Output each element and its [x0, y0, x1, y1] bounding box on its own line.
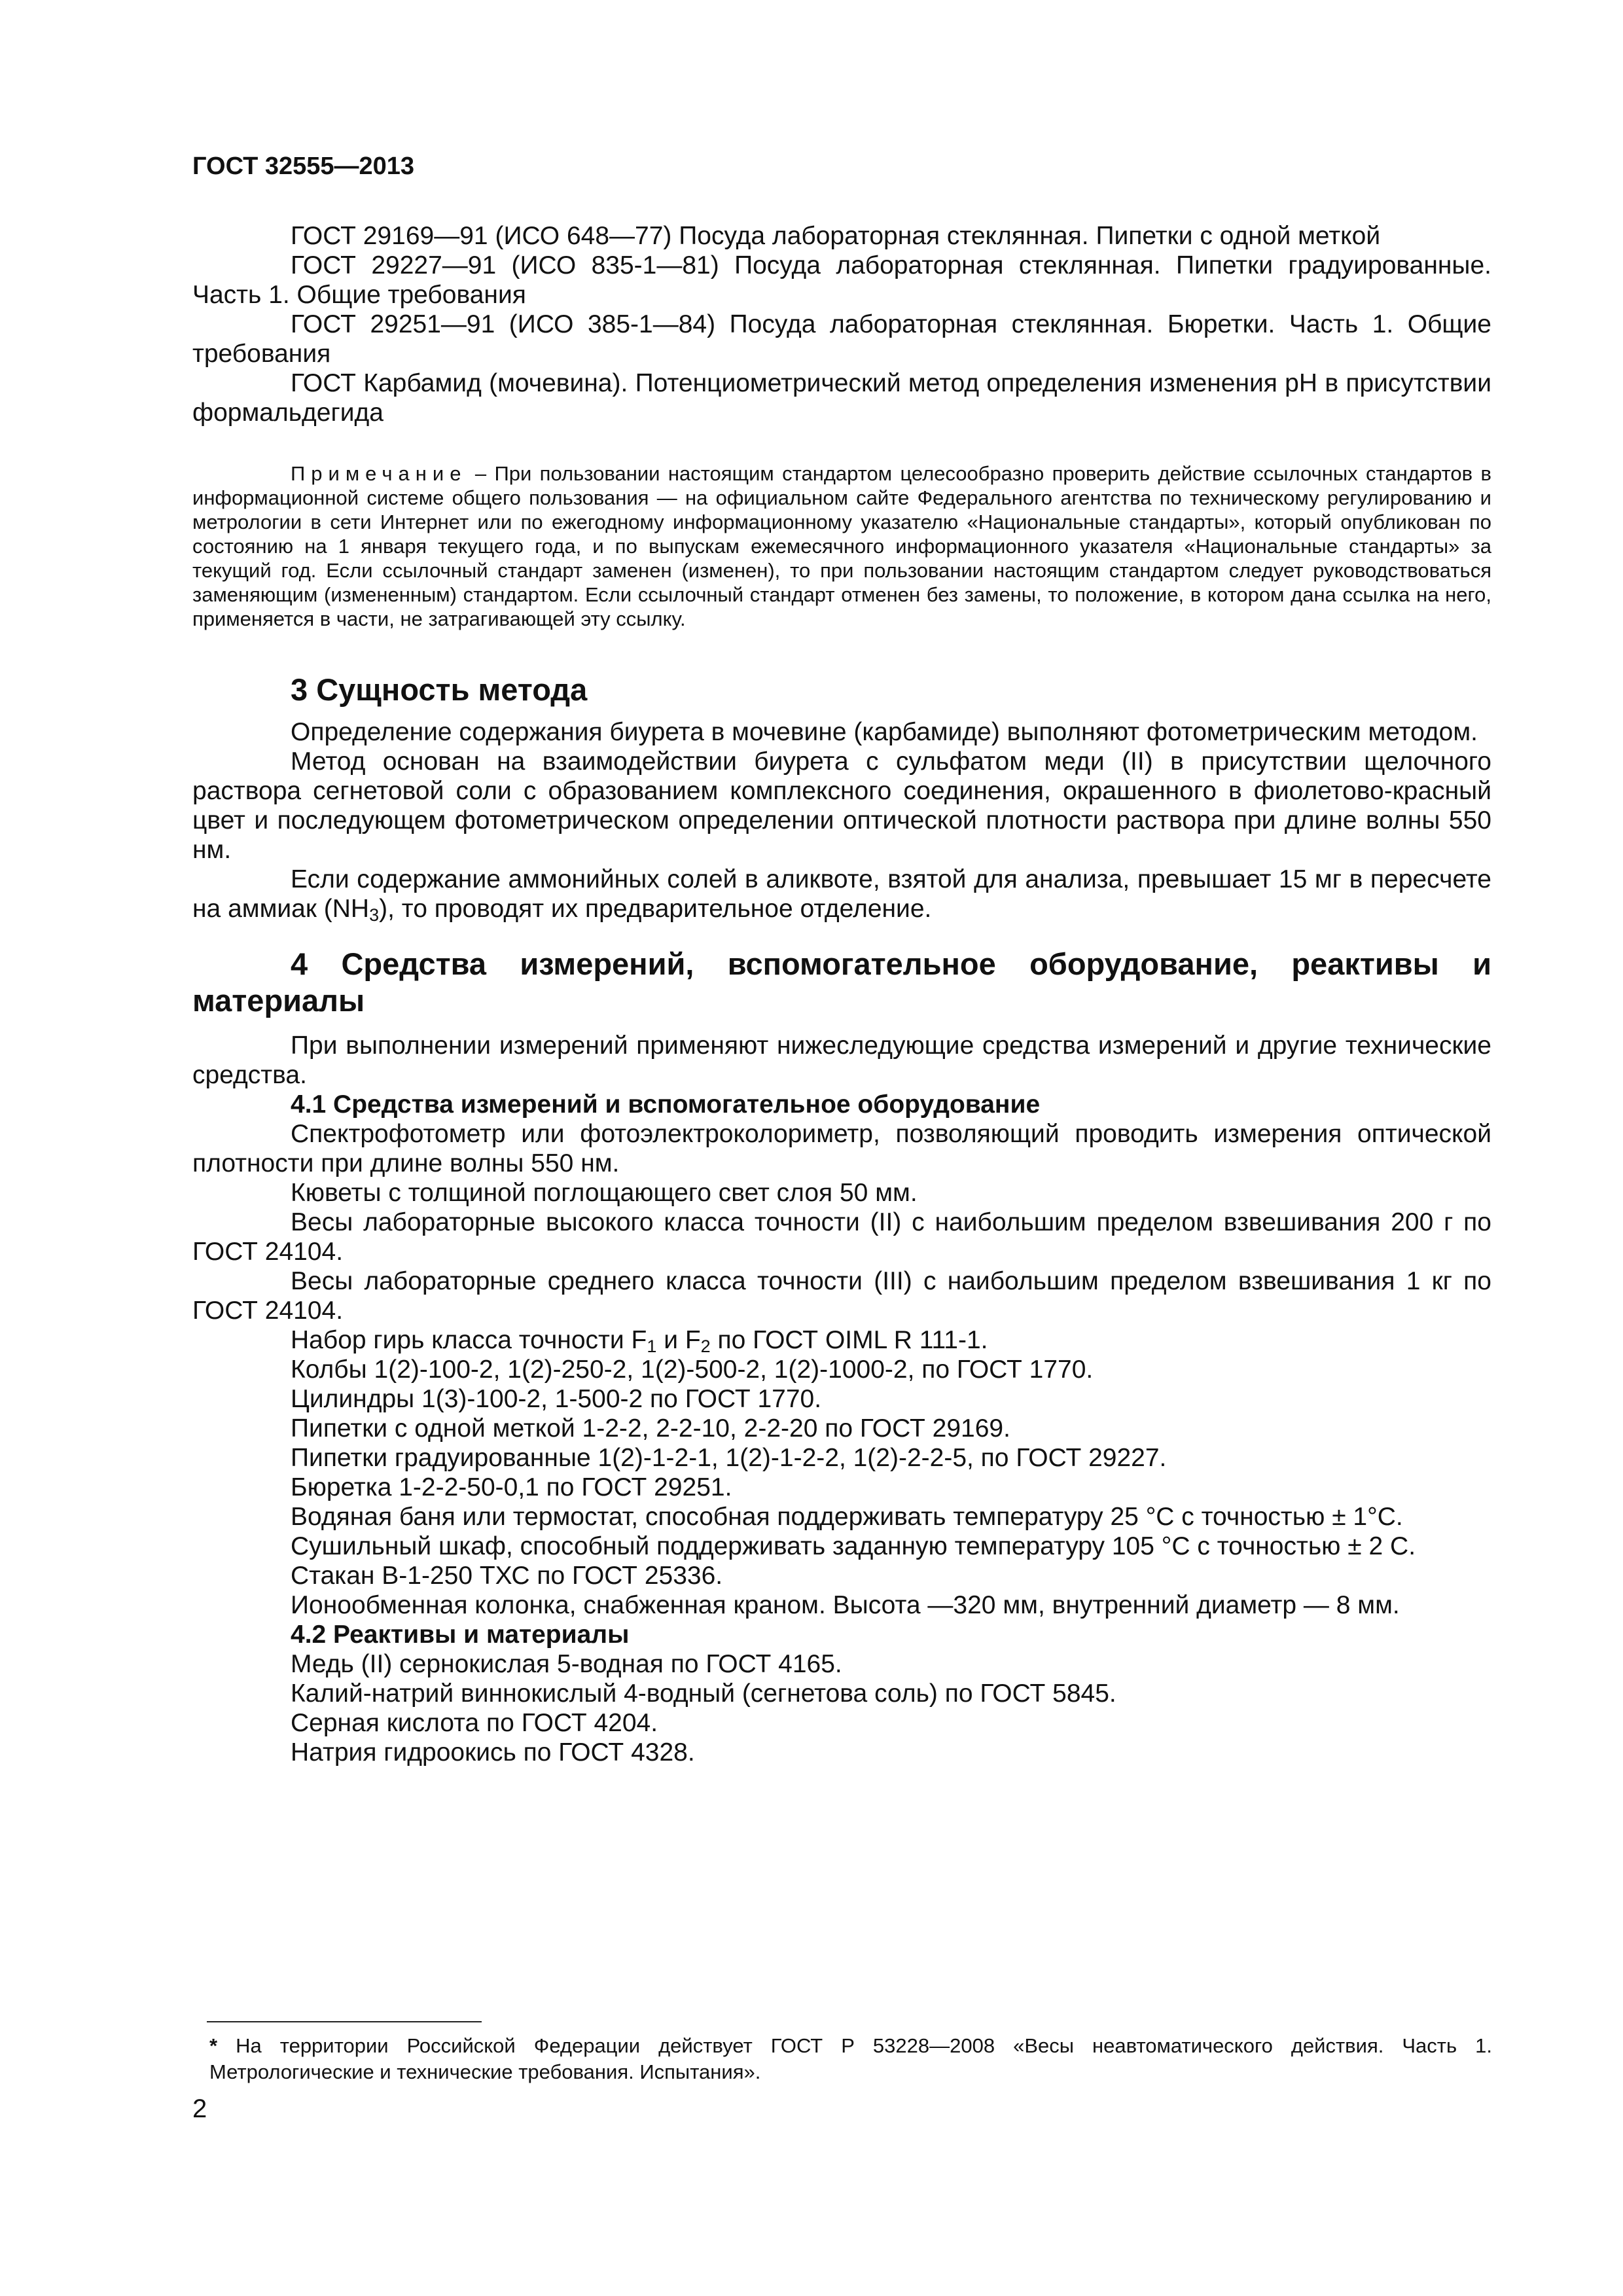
section-4-title: 4 Средства измерений, вспомогательное оборудование, реактивы и материалы — [192, 946, 1491, 1018]
subscript: 2 — [700, 1336, 711, 1356]
footnote-divider — [207, 2021, 482, 2022]
equipment-item: Колбы 1(2)-100-2, 1(2)-250-2, 1(2)-500-2, 1(2)-1000-2, по ГОСТ 1770. — [291, 1355, 1094, 1384]
note-label: Примечание — [291, 462, 467, 485]
reference-item: ГОСТ Карбамид (мочевина). Потенциометрический метод определения изменения pH в присутствии формальдегида — [192, 369, 1491, 427]
subscript: 3 — [369, 905, 380, 925]
equipment-item: Сушильный шкаф, способный поддерживать заданную температуру 105 °С с точностью ± 2 С. — [291, 1532, 1416, 1560]
equipment-item: Пипетки градуированные 1(2)-1-2-1, 1(2)-1-2-2, 1(2)-2-2-5, по ГОСТ 29227. — [291, 1444, 1167, 1472]
equipment-item: Цилиндры 1(3)-100-2, 1-500-2 по ГОСТ 1770. — [291, 1385, 822, 1413]
text-part: Набор гирь класса точности F — [291, 1326, 647, 1354]
section-3-title: 3 Сущность метода — [291, 672, 588, 707]
equipment-item: Весы лабораторные среднего класса точности (III) с наибольшим пределом взвешивания 1 кг по ГОСТ 24104. — [192, 1267, 1491, 1325]
equipment-item: Пипетки с одной меткой 1-2-2, 2-2-10, 2-2-20 по ГОСТ 29169. — [291, 1414, 1010, 1443]
document-id: ГОСТ 32555—2013 — [192, 152, 415, 180]
equipment-item: Весы лабораторные высокого класса точности (II) с наибольшим пределом взвешивания 200 г по ГОСТ 24104. — [192, 1208, 1491, 1266]
text-part: по ГОСТ OIML R 111-1. — [710, 1326, 988, 1354]
page-number: 2 — [192, 2094, 207, 2123]
note — [192, 461, 1491, 631]
note-text: – При пользовании настоящим стандартом целесообразно проверить действие ссылочных стандартов в информационной системе общего пользования — на официальном сайте Федерального агентства по техническому регулированию и метрологии в сети Интернет или по ежегодному информационному указателю «Национальные стандарты», который опубликован по состоянию на 1 января текущего года, и по выпускам ежемесячного информационного указателя «Национальные стандарты» за текущий год. Если ссылочный стандарт заменен (изменен), то при пользовании настоящим стандартом следует руководствоваться заменяющим (измененным) стандартом. Если ссылочный стандарт отменен без замены, то положение, в котором дана ссылка на него, применяется в части, не затрагивающей эту ссылку. — [192, 462, 1491, 630]
document-page — [192, 151, 1491, 1767]
reagent-item: Натрия гидроокись по ГОСТ 4328. — [291, 1738, 695, 1767]
footnote-text: На территории Российской Федерации действует ГОСТ Р 53228—2008 «Весы неавтоматического действия. Часть 1. Метрологические и технические требования. Испытания». — [209, 2034, 1492, 2083]
reference-item: ГОСТ 29251—91 (ИСО 385-1—84) Посуда лабораторная стеклянная. Бюретки. Часть 1. Общие требования — [192, 310, 1491, 368]
reagent-item: Медь (II) сернокислая 5-водная по ГОСТ 4165. — [291, 1650, 842, 1678]
reference-item: ГОСТ 29169—91 (ИСО 648—77) Посуда лабораторная стеклянная. Пипетки с одной меткой — [291, 222, 1381, 250]
equipment-item: Ионообменная колонка, снабженная краном. Высота —320 мм, внутренний диаметр — 8 мм. — [291, 1591, 1400, 1619]
subscript: 1 — [647, 1336, 657, 1356]
section-4-intro: При выполнении измерений применяют нижеследующие средства измерений и другие технические средства. — [192, 1031, 1491, 1089]
equipment-item: Водяная баня или термостат, способная поддерживать температуру 25 °С с точностью ± 1°С. — [291, 1503, 1403, 1531]
references-list — [192, 221, 1491, 427]
section-3-paragraph: Определение содержания биурета в мочевине (карбамиде) выполняют фотометрическим методом. — [291, 718, 1478, 746]
reagent-item: Калий-натрий виннокислый 4-водный (сегнетова соль) по ГОСТ 5845. — [291, 1679, 1116, 1708]
footnote-mark: * — [209, 2034, 218, 2057]
subsection-4-2-title: 4.2 Реактивы и материалы — [291, 1621, 630, 1649]
section-3-paragraph — [192, 865, 1491, 924]
equipment-item: Кюветы с толщиной поглощающего свет слоя 50 мм. — [291, 1179, 918, 1207]
subsection-4-1-title: 4.1 Средства измерений и вспомогательное оборудование — [291, 1090, 1041, 1119]
section-3-paragraph: Метод основан на взаимодействии биурета с сульфатом меди (II) в присутствии щелочного раствора сегнетовой соли с образованием комплексного соединения, окрашенного в фиолетово-красный цвет и последующем фотометрическом определении оптической плотности раствора при длине волны 550 нм. — [192, 747, 1491, 864]
text-part: ), то проводят их предварительное отделение. — [379, 895, 932, 923]
text-part: и F — [656, 1326, 701, 1354]
text-part: Если содержание аммонийных солей в аликвоте, взятой для анализа, превышает 15 мг в пересчете на аммиак (NH — [192, 865, 1491, 923]
reference-item: ГОСТ 29227—91 (ИСО 835-1—81) Посуда лабораторная стеклянная. Пипетки градуированные. Часть 1. Общие требования — [192, 251, 1491, 309]
reagent-item: Серная кислота по ГОСТ 4204. — [291, 1709, 658, 1737]
equipment-item: Спектрофотометр или фотоэлектроколориметр, позволяющий проводить измерения оптической плотности при длине волны 550 нм. — [192, 1120, 1491, 1177]
equipment-item — [192, 1325, 1491, 1355]
equipment-item: Стакан В-1-250 ТХС по ГОСТ 25336. — [291, 1562, 723, 1590]
equipment-item: Бюретка 1-2-2-50-0,1 по ГОСТ 29251. — [291, 1473, 732, 1501]
footnote — [209, 2033, 1492, 2085]
